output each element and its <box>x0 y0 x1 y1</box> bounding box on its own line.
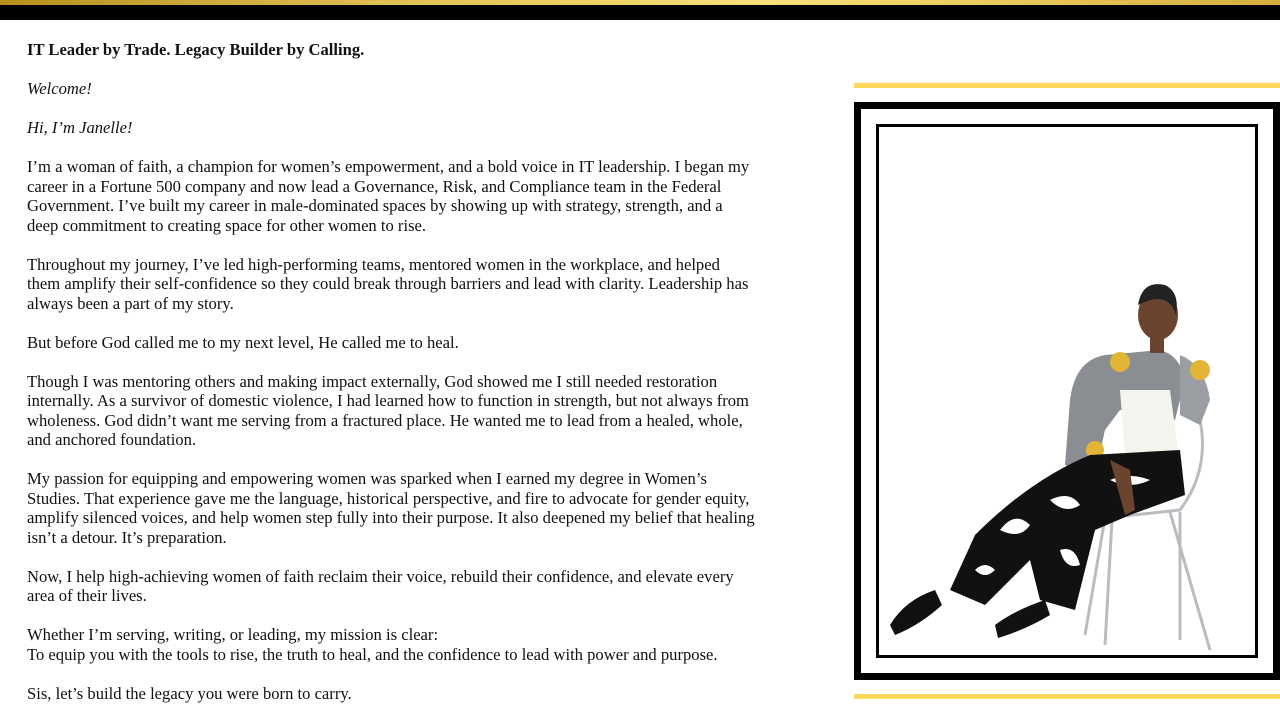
bio-paragraph <box>27 157 827 235</box>
portrait-photo <box>880 280 1260 650</box>
bio-paragraph <box>27 684 827 704</box>
bio-paragraph <box>27 567 827 606</box>
bio-line: them amplify their self-confidence so they could break through barriers and lead with clarity. Leadership has <box>27 274 749 293</box>
bio-paragraph <box>27 255 827 314</box>
bio-line: always been a part of my story. <box>27 293 234 313</box>
bio-line: I’m a woman of faith, a champion for women’s empowerment, and a bold voice in IT leadership. I began my <box>27 157 750 176</box>
top-yellow-divider <box>854 83 1280 88</box>
bio-line: But before God called me to my next level, He called me to heal. <box>27 332 459 352</box>
bio-line: Though I was mentoring others and making impact externally, God showed me I still needed restoration <box>27 371 718 391</box>
header-bar <box>0 5 1280 20</box>
bio-paragraph <box>27 333 827 353</box>
bio-line: isn’t a detour. It’s preparation. <box>27 527 227 547</box>
bio-line: Throughout my journey, I’ve led high-performing teams, mentored women in the workplace, and helped <box>27 254 720 274</box>
bio-line: deep commitment to creating space for other women to rise. <box>27 215 427 235</box>
bio-line: wholeness. God didn’t want me serving from a fractured place. He wanted me to lead from a healed, whole, <box>27 410 743 430</box>
welcome-text: Welcome! <box>27 79 92 98</box>
bio-line: Now, I help high-achieving women of faith reclaim their voice, rebuild their confidence, and elevate every <box>27 566 734 586</box>
bio-line: career in a Fortune 500 company and now lead a Governance, Risk, and Compliance team in the Federal <box>27 176 722 196</box>
bio-line: Whether I’m serving, writing, or leading, my mission is clear: <box>27 625 439 644</box>
bio-line: My passion for equipping and empowering women was sparked when I earned my degree in Women’s <box>27 469 707 488</box>
greeting-text: Hi, I’m Janelle! <box>27 118 133 137</box>
about-section <box>27 40 827 723</box>
bio-line: Studies. That experience gave me the language, historical perspective, and fire to advocate for gender equity, <box>27 488 750 508</box>
bio-line: Government. I’ve built my career in male-dominated spaces by showing up with strategy, strength, and a <box>27 196 723 215</box>
bio-line: To equip you with the tools to rise, the truth to heal, and the confidence to lead with power and purpose. <box>27 644 718 664</box>
bio-paragraph <box>27 469 827 547</box>
bio-line: and anchored foundation. <box>27 430 197 449</box>
bottom-yellow-divider <box>854 694 1280 699</box>
bio-paragraph <box>27 372 827 450</box>
bio-line: internally. As a survivor of domestic violence, I had learned how to function in strength, but not always from <box>27 391 749 410</box>
bio-line: Sis, let’s build the legacy you were born to carry. <box>27 683 352 703</box>
bio-paragraph <box>27 625 827 664</box>
page-title: IT Leader by Trade. Legacy Builder by Calling. <box>27 40 365 59</box>
bio-line: amplify silenced voices, and help women step fully into their purpose. It also deepened my belief that healing <box>27 508 755 527</box>
bio-line: area of their lives. <box>27 586 147 605</box>
